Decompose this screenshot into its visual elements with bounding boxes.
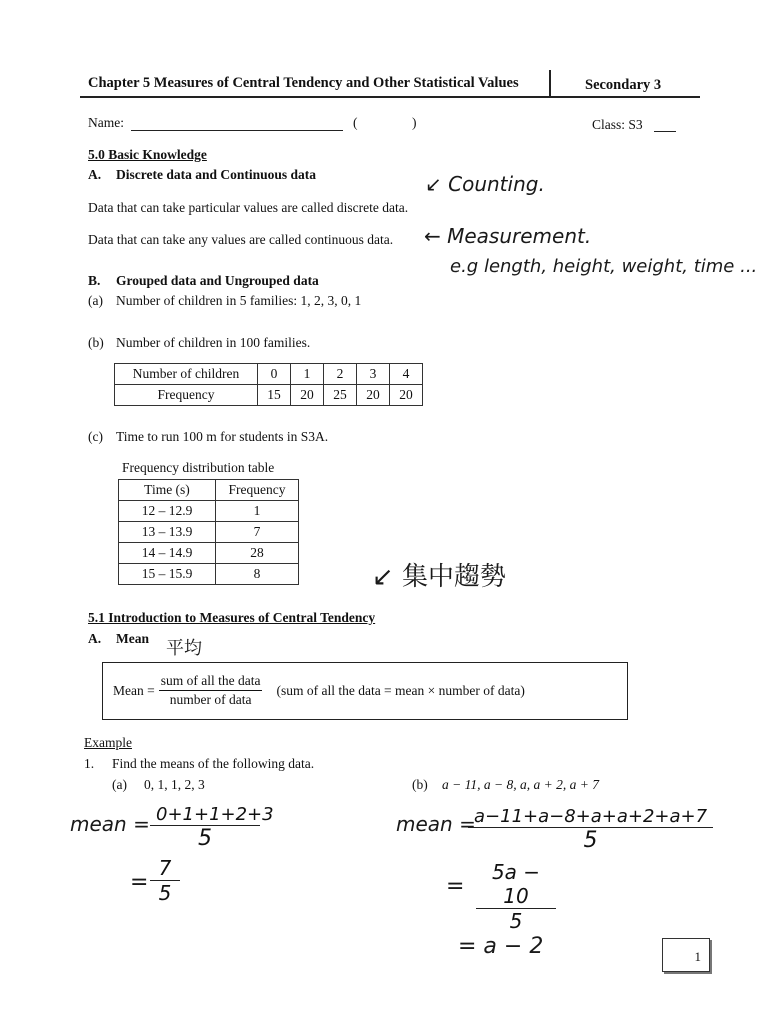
section-mean-letter: A. xyxy=(88,631,102,646)
handwritten-counting: ↙ Counting. xyxy=(425,172,545,196)
table-cell: 0 xyxy=(258,364,291,385)
children-table xyxy=(114,363,423,406)
handwritten-measurement: ← Measurement. xyxy=(424,224,592,248)
formula-lhs: Mean = xyxy=(113,682,155,698)
discrete-definition: Data that can take particular values are called discrete data. xyxy=(88,200,409,215)
question-b-data: a − 11, a − 8, a, a + 2, a + 7 xyxy=(442,777,599,792)
table-cell: Number of children xyxy=(115,364,258,385)
continuous-definition: Data that can take any values are called continuous data. xyxy=(88,232,394,247)
handwritten-mean-chinese: 平均 xyxy=(166,638,202,659)
table-cell: 25 xyxy=(324,385,357,406)
table-row xyxy=(115,385,423,406)
question-number: 1. xyxy=(84,756,95,771)
table-row xyxy=(119,522,299,543)
class-blank xyxy=(654,131,676,132)
table-cell: 20 xyxy=(291,385,324,406)
table-cell: 20 xyxy=(390,385,423,406)
header-divider xyxy=(549,70,551,96)
section-b-title: Grouped data and Ungrouped data xyxy=(116,273,319,288)
example-label: Example xyxy=(84,735,132,750)
table-row xyxy=(119,501,299,522)
section-mean-title: Mean xyxy=(116,631,149,646)
table-cell: 4 xyxy=(390,364,423,385)
handwritten-chinese-note: ↙ 集中趨勢 xyxy=(372,562,507,592)
solution-a-result xyxy=(150,856,180,905)
table-cell: 14 – 14.9 xyxy=(119,543,216,564)
part-c-text: Time to run 100 m for students in S3A. xyxy=(116,429,329,444)
solution-b-result xyxy=(476,860,556,933)
solution-a-result-numerator: 7 xyxy=(150,856,180,881)
table-row xyxy=(119,543,299,564)
class-number-paren-open: ( xyxy=(353,115,358,130)
level-label: Secondary 3 xyxy=(585,77,662,93)
table-cell: 7 xyxy=(216,522,299,543)
table-cell: 8 xyxy=(216,564,299,585)
table-cell: 1 xyxy=(291,364,324,385)
formula-note: (sum of all the data = mean × number of data) xyxy=(276,682,525,698)
table-cell: 3 xyxy=(357,364,390,385)
formula-fraction xyxy=(159,672,263,709)
part-a-label: (a) xyxy=(88,293,103,308)
question-a-label: (a) xyxy=(112,777,127,792)
name-blank xyxy=(131,130,343,131)
solution-b-fraction xyxy=(468,806,713,853)
section-5-0-title: 5.0 Basic Knowledge xyxy=(88,147,207,162)
part-c-label: (c) xyxy=(88,429,103,444)
solution-b-equals: = xyxy=(446,874,465,899)
table-cell: 1 xyxy=(216,501,299,522)
solution-b-lhs: mean = xyxy=(396,812,476,836)
class-label: Class: S3 xyxy=(592,117,643,132)
section-b-letter: B. xyxy=(88,273,101,288)
solution-a-numerator: 0+1+1+2+3 xyxy=(150,804,260,826)
solution-a-fraction xyxy=(150,804,274,851)
freq-table-caption: Frequency distribution table xyxy=(122,460,275,475)
question-text: Find the means of the following data. xyxy=(112,756,315,771)
table-cell: 28 xyxy=(216,543,299,564)
class-number-paren-close: ) xyxy=(412,115,417,130)
section-a-letter: A. xyxy=(88,167,102,182)
table-cell: 2 xyxy=(324,364,357,385)
table-cell: 12 – 12.9 xyxy=(119,501,216,522)
table-cell: 13 – 13.9 xyxy=(119,522,216,543)
name-label: Name: xyxy=(88,115,124,130)
formula-numerator: sum of all the data xyxy=(159,672,263,691)
solution-a-result-denominator: 5 xyxy=(158,881,172,905)
formula-denominator: number of data xyxy=(169,692,252,707)
table-cell: 20 xyxy=(357,385,390,406)
table-header-cell: Frequency xyxy=(216,480,299,501)
handwritten-examples: e.g length, height, weight, time ... xyxy=(450,256,758,277)
part-b-label: (b) xyxy=(88,335,104,350)
solution-a-equals: = xyxy=(130,870,149,895)
table-cell: 15 xyxy=(258,385,291,406)
solution-b-result-denominator: 5 xyxy=(509,909,523,933)
table-header-cell: Time (s) xyxy=(119,480,216,501)
table-cell: 15 – 15.9 xyxy=(119,564,216,585)
solution-b-denominator: 5 xyxy=(583,828,598,853)
header-rule xyxy=(80,96,700,98)
section-a-title: Discrete data and Continuous data xyxy=(116,167,317,182)
table-row xyxy=(119,480,299,501)
question-a-data: 0, 1, 1, 2, 3 xyxy=(144,777,205,792)
section-5-1-title: 5.1 Introduction to Measures of Central Tendency xyxy=(88,610,376,625)
chapter-title: Chapter 5 Measures of Central Tendency and Other Statistical Values xyxy=(88,75,519,91)
table-row xyxy=(119,564,299,585)
part-b-text: Number of children in 100 families. xyxy=(116,335,311,350)
table-cell: Frequency xyxy=(115,385,258,406)
solution-b-result-numerator: 5a − 10 xyxy=(476,860,556,909)
solution-b-numerator: a−11+a−8+a+a+2+a+7 xyxy=(468,806,713,828)
solution-a-lhs: mean = xyxy=(70,812,150,836)
solution-b-final: = a − 2 xyxy=(458,934,544,959)
table-row xyxy=(115,364,423,385)
mean-formula-box xyxy=(102,662,628,720)
question-b-label: (b) xyxy=(412,777,428,792)
part-a-text: Number of children in 5 families: 1, 2, 3, 0, 1 xyxy=(116,293,362,308)
page-number-box xyxy=(662,938,710,972)
page-number: 1 xyxy=(694,949,701,964)
frequency-distribution-table xyxy=(118,479,299,585)
solution-a-denominator: 5 xyxy=(198,826,212,851)
